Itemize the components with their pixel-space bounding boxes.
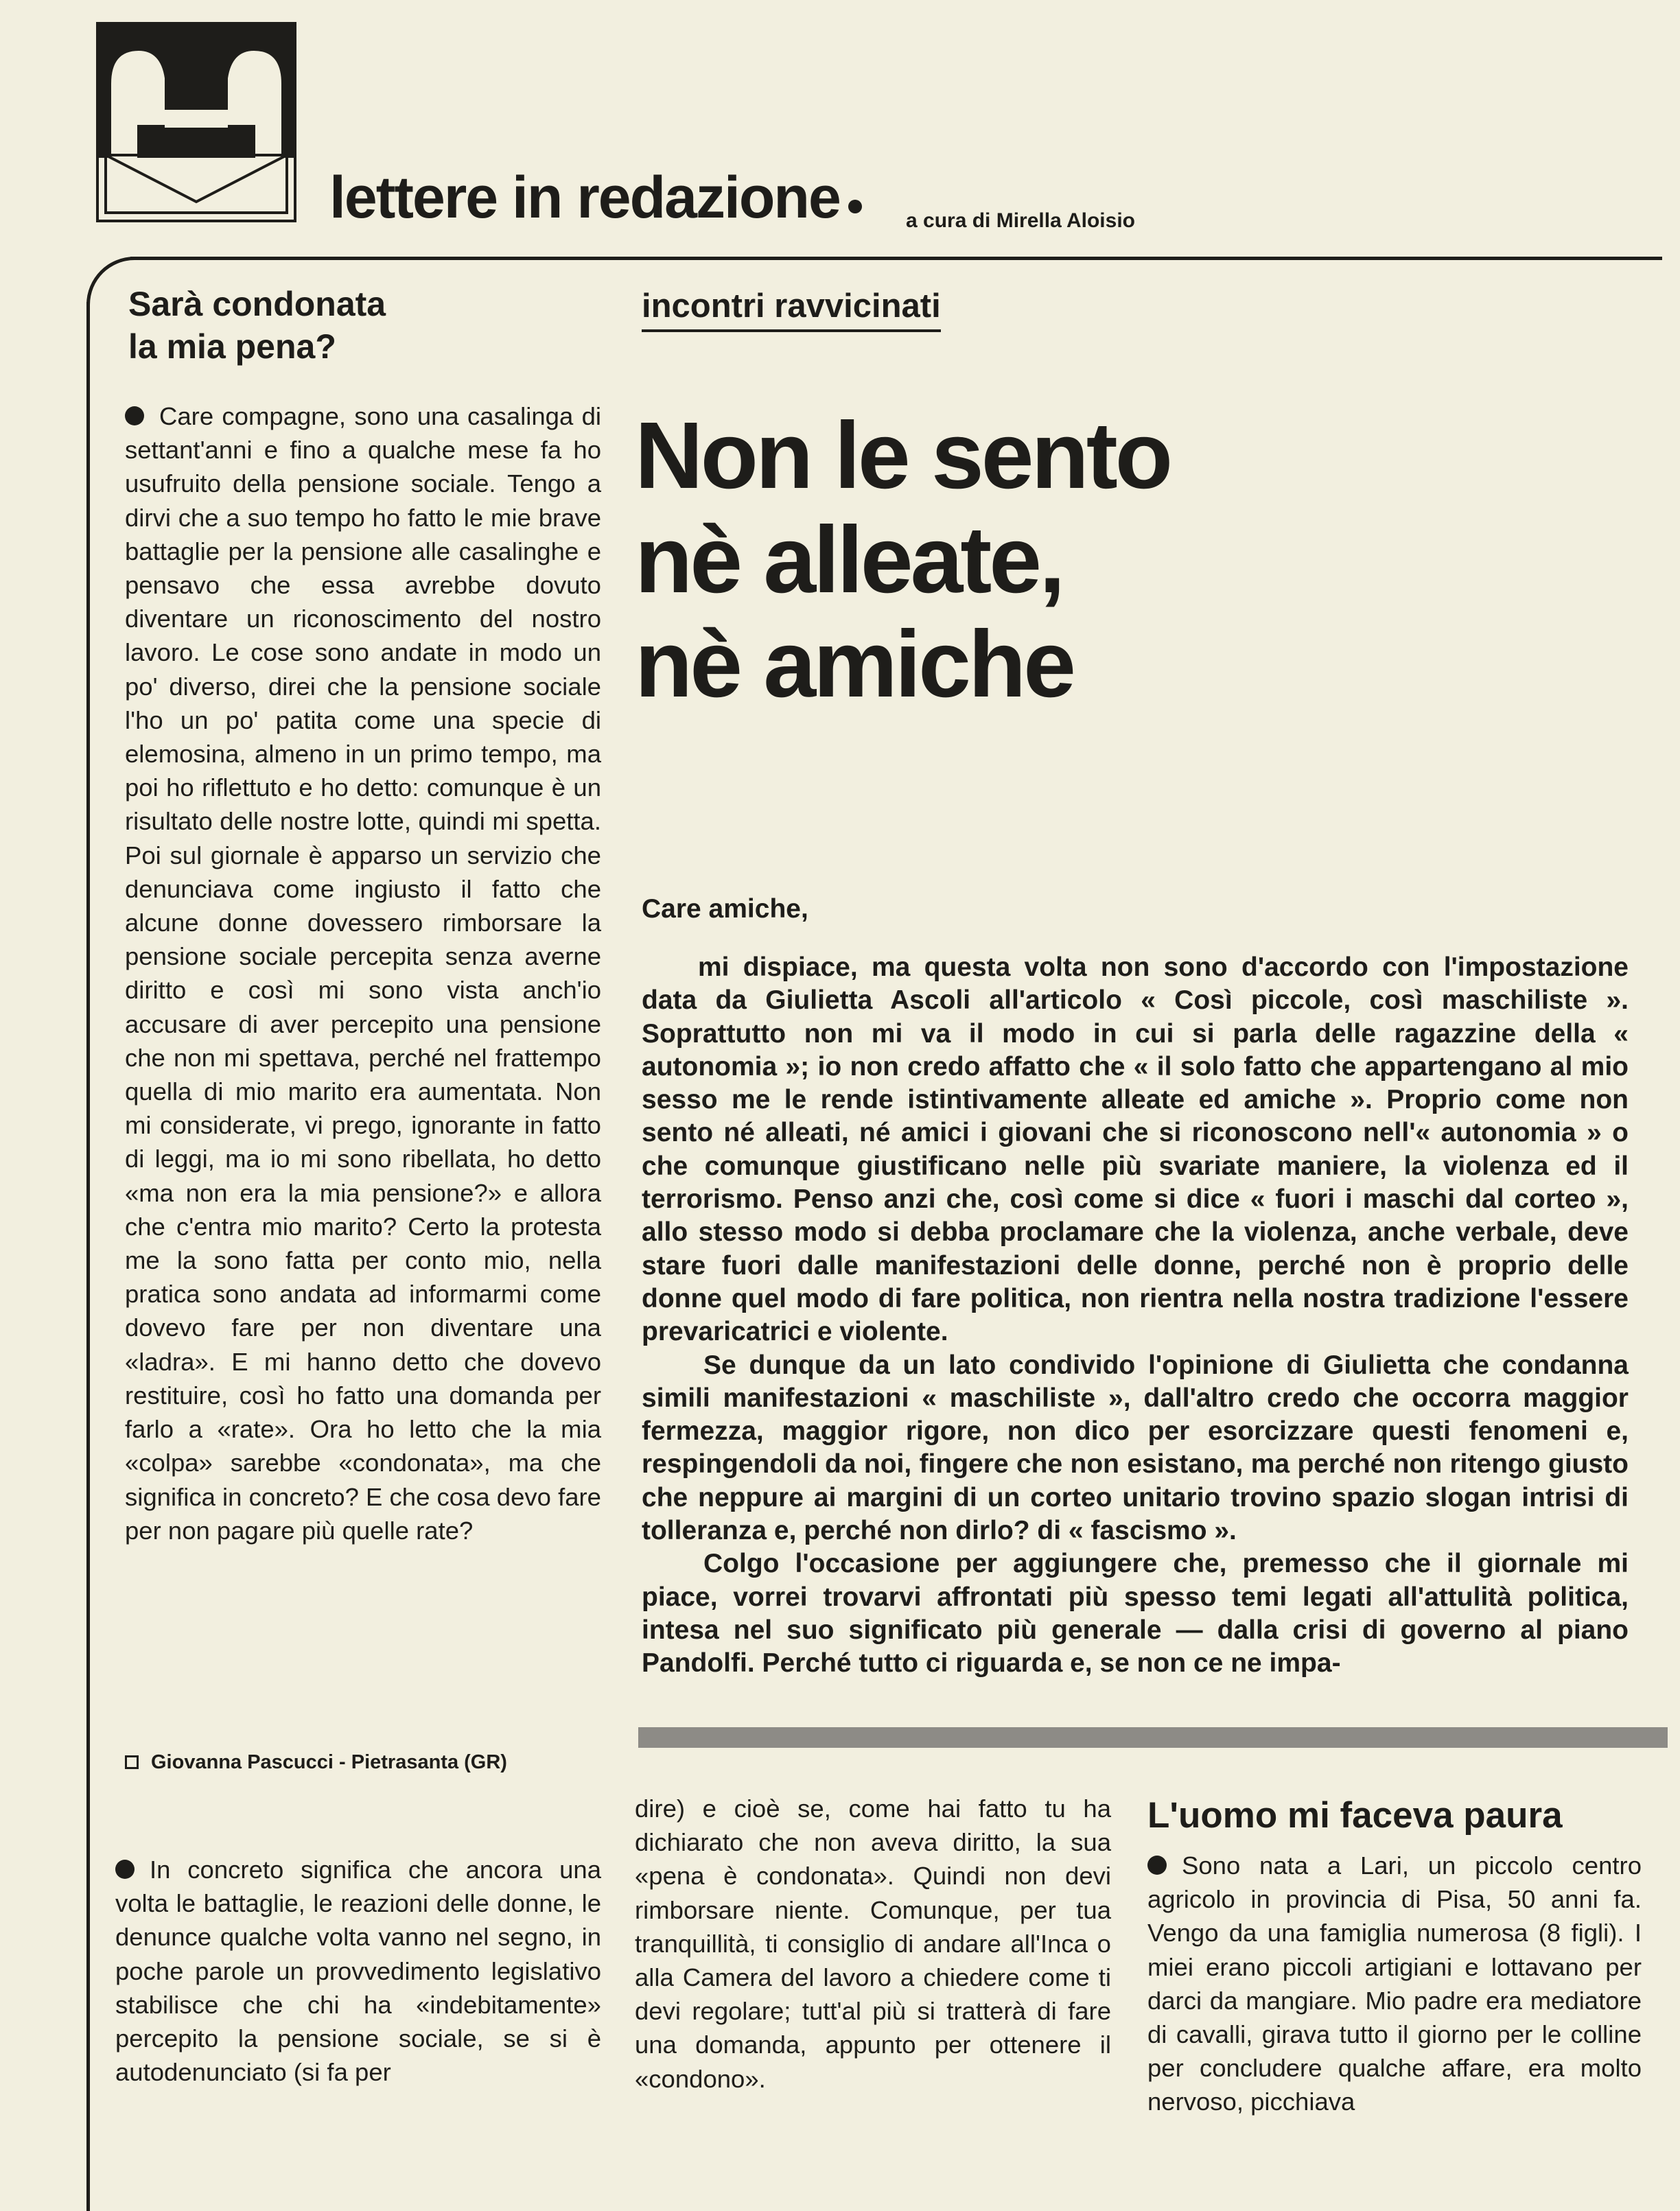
bullet-icon — [125, 406, 144, 425]
section-divider-bar — [638, 1727, 1668, 1748]
left-letter-signature: Giovanna Pascucci - Pietrasanta (GR) — [125, 1751, 605, 1774]
left-letter-title-line: la mia pena? — [128, 327, 336, 366]
main-paragraph: Se dunque da un lato condivido l'opinione di Giulietta che condanna simili manifestazioni « maschiliste », dall'altro credo che occorra maggior fermezza, maggior rigore, non dico per esorcizzare questi fenomeni e, respingendoli da noi, fingere che non esistano, ma perché non ritengo giusto che neppure ai margini di un corteo unitario trovino spazio slogan intrisi di tolleranza e, perché non dirlo? di « fascismo ». — [642, 1350, 1629, 1546]
left-letter-body — [125, 399, 601, 1547]
main-paragraph: mi dispiace, ma questa volta non sono d'accordo con l'impostazione data da Giulietta Ascoli all'articolo « Così piccole, così maschiliste ». Soprattutto non mi va il modo in cui si parla delle ragazzine della « autonomia »; io non credo affatto che « il solo fatto che appartengano al mio sesso me le rende istintivamente alleate ed amiche ». Proprio come non sento né alleati, né amici i giovani che si riconoscono nell'« autonomia » o che comunque giustificano nelle più svariate maniere, la violenza ed il terrorismo. Penso anzi che, così come si dice « fuori i maschi dal corteo », allo stesso modo si debba proclamare che la violenza, anche verbale, deve stare fuori dalle manifestazioni delle donne, perché non è proprio delle donne quel modo di fare politica, non rientra nella nostra tradizione l'essere prevaricatrici e violente. — [642, 952, 1629, 1347]
bottom-letter-body — [1147, 1849, 1642, 2119]
header-rule — [130, 257, 1662, 260]
bottom-letter-title: L'uomo mi faceva paura — [1147, 1795, 1563, 1836]
title-dot-icon — [848, 200, 862, 213]
column-title: lettere in redazione — [329, 168, 862, 227]
left-reply-text: In concreto significa che ancora una volta le battaglie, le reazioni delle donne, le denunce qualche volta vanno nel segno, in poche parole un provvedimento legislativo stabilisce che chi ha «indebitamente» percepito la pensione sociale, se si è autodenunciato (si fa per — [115, 1856, 601, 2087]
left-reply-body — [115, 1853, 601, 2089]
left-frame-rule — [86, 302, 90, 2211]
headline-line: Non le sento — [635, 403, 1171, 508]
bullet-icon — [115, 1860, 135, 1879]
letter-salutation: Care amiche, — [642, 894, 808, 924]
column-logo-envelope-icon — [96, 22, 296, 222]
left-letter-title-line: Sarà condonata — [128, 285, 386, 323]
mid-reply-body: dire) e cioè se, come hai fatto tu ha dichiarato che non aveva diritto, la sua «pena è condonata». Quindi non devi rimborsare niente. Comunque, per tua tranquillità, ti consiglio di andare all'Inca o alla Camera del lavoro a chiedere come ti devi regolare; tutt'al più si tratterà di fare una domanda, appunto per ottenere il «condono». — [635, 1794, 1111, 2093]
column-curator: a cura di Mirella Aloisio — [906, 209, 1135, 232]
main-letter-body — [642, 951, 1629, 1681]
frame-corner — [86, 257, 135, 305]
bottom-letter-text: Sono nata a Lari, un piccolo centro agricolo in provincia di Pisa, 50 anni fa. Vengo da una famiglia numerosa (8 figli). I miei erano piccoli artigiani e lottavano per darci da mangiare. Mio padre era mediatore di cavalli, girava tutto il giorno per le colline per concludere qualche affare, era molto nervoso, picchiava — [1147, 1851, 1642, 2116]
headline-line: nè alleate, — [635, 507, 1063, 613]
bullet-icon — [1147, 1856, 1167, 1875]
section-label: incontri ravvicinati — [642, 287, 941, 332]
main-paragraph: Colgo l'occasione per aggiungere che, premesso che il giornale mi piace, vorrei trovarvi affrontati più spesso temi legati all'attulità politica, intesa nel suo significato più generale — dalla crisi di governo al piano Pandolfi. Perché tutto ci riguarda e, se non ce ne impa- — [642, 1549, 1629, 1678]
square-bullet-icon — [125, 1755, 139, 1769]
left-letter-title — [128, 283, 609, 368]
headline-line: nè amiche — [635, 611, 1073, 717]
main-headline — [635, 403, 1637, 716]
left-letter-text: Care compagne, sono una casalinga di settant'anni e fino a qualche mese fa ho usufruito della pensione sociale. Tengo a dirvi che a suo tempo ho fatto le mie brave battaglie per la pensione alle casalinghe e pensavo che essa avrebbe dovuto diventare un riconoscimento del nostro lavoro. Le cose sono andate in modo un po' diverso, direi che la pensione sociale l'ho un po' patita come una specie di elemosina, almeno in un primo tempo, ma poi ho riflettuto e ho detto: comunque è un risultato delle nostre lotte, quindi mi spetta. Poi sul giornale è apparso un servizio che denunciava come ingiusto il fatto che alcune donne dovessero rimborsare la pensione sociale percepita senza averne diritto e così mi sono vista anch'io accusare di aver percepito una pensione che non mi spettava, perché nel frattempo quella di mio marito era aumentata. Non mi considerate, vi prego, ignorante in fatto di leggi, ma io mi sono ribellata, ho detto «ma non era la mia pensione?» e allora che c'entra mio marito? Certo la protesta me la sono fatta per conto mio, nella pratica sono andata ad informarmi come dovevo fare per non diventare una «ladra». E mi hanno detto che dovevo restituire, così ho fatto una domanda per farlo a «rate». Ora ho letto che la mia «colpa» sarebbe «condonata», ma che significa in concreto? E che cosa devo fare per non pagare più quelle rate? — [125, 402, 601, 1545]
